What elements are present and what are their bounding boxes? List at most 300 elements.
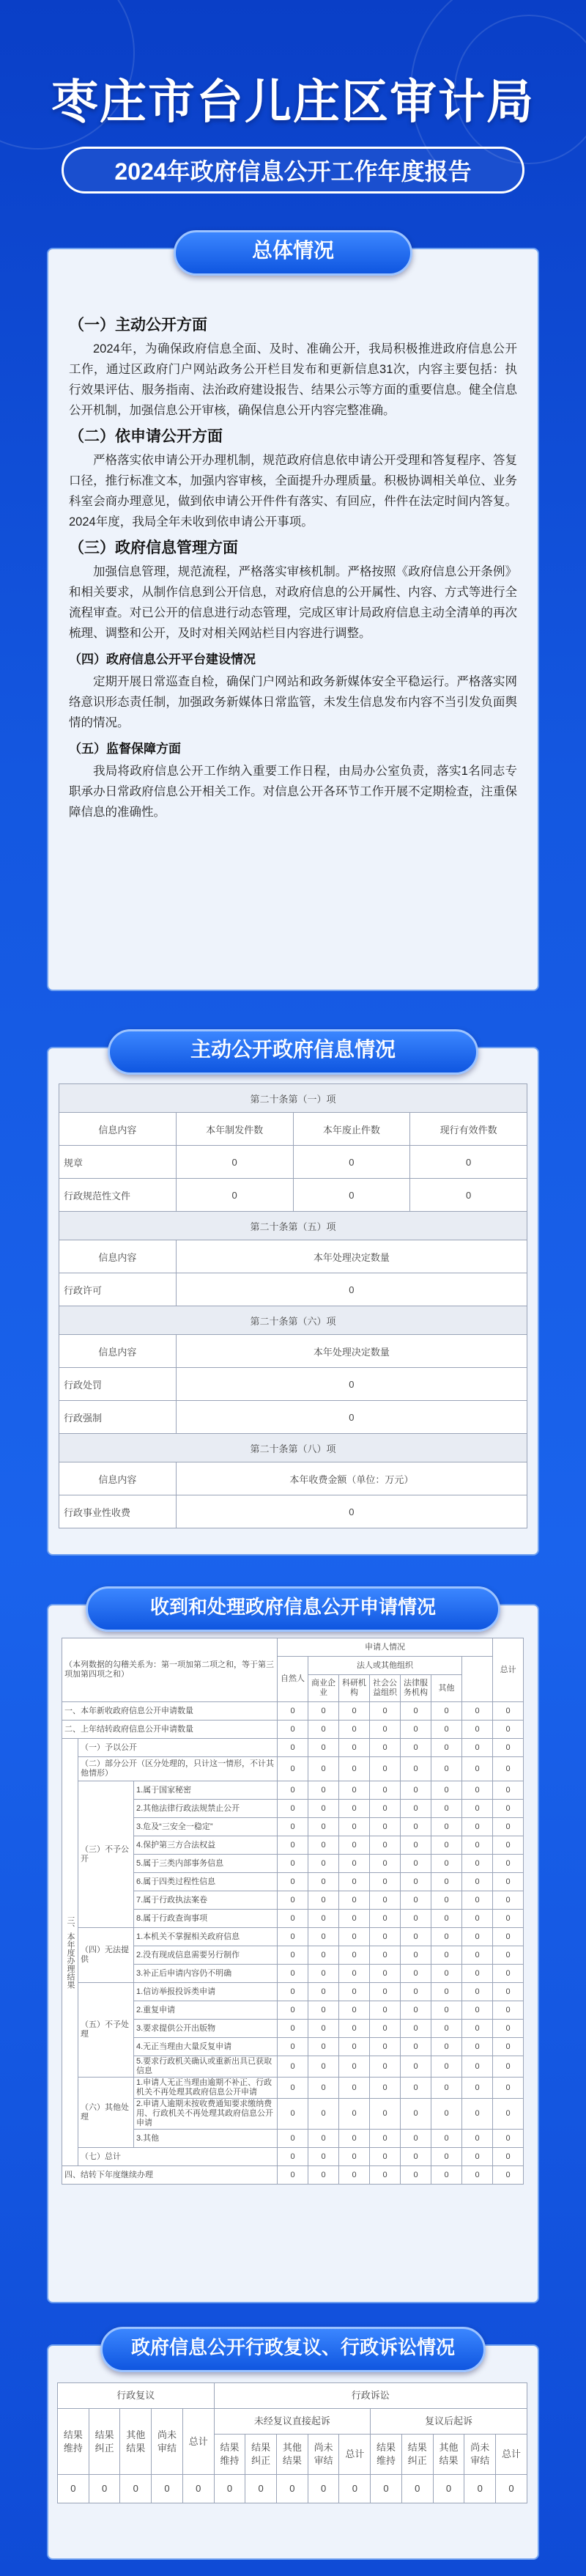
- zero-cell: 0: [493, 1757, 524, 1781]
- table-header: 信息内容: [59, 1113, 177, 1146]
- table-row: [59, 1495, 527, 1528]
- table-cell: 行政强制: [59, 1401, 177, 1434]
- zero-cell: 0: [493, 2099, 524, 2130]
- zero-cell: 0: [431, 1946, 462, 1965]
- zero-cell: 0: [120, 2475, 152, 2503]
- zero-cell: 0: [89, 2475, 120, 2503]
- zero-cell: 0: [462, 1739, 493, 1757]
- zero-cell: 0: [214, 2475, 245, 2503]
- zero-cell: 0: [370, 1855, 401, 1873]
- zero-cell: 0: [308, 1836, 339, 1855]
- row-label: 3.补正后申请内容仍不明确: [134, 1965, 278, 1983]
- zero-cell: 0: [308, 1910, 339, 1928]
- zero-cell: 0: [401, 1739, 431, 1757]
- zero-cell: 0: [278, 1800, 308, 1818]
- item-6-title: 第二十条第（六）项: [59, 1306, 527, 1335]
- row-label: 8.属于行政查询事项: [134, 1910, 278, 1928]
- zero-cell: 0: [308, 1739, 339, 1757]
- applications-table: [62, 1638, 524, 2185]
- table-cell: 行政许可: [59, 1273, 177, 1306]
- zero-cell: 0: [370, 1873, 401, 1891]
- legal-person-header: 法人或其他组织: [308, 1657, 462, 1675]
- table-row: [59, 1273, 527, 1306]
- zero-cell: 0: [278, 1873, 308, 1891]
- zero-cell: 0: [308, 2038, 339, 2056]
- zero-cell: 0: [339, 2099, 370, 2130]
- legal-subheader: 商业企业: [308, 1675, 339, 1702]
- zero-cell: 0: [339, 1702, 370, 1721]
- zero-cell: 0: [370, 1702, 401, 1721]
- review-litigation-table: [57, 2382, 527, 2503]
- zero-cell: 0: [370, 1800, 401, 1818]
- row-label: 4.无正当理由大量反复申请: [134, 2038, 278, 2056]
- zero-cell: 0: [493, 1910, 524, 1928]
- zero-cell: 0: [462, 2020, 493, 2038]
- zero-cell: 0: [493, 1818, 524, 1836]
- zero-cell: 0: [431, 1781, 462, 1800]
- zero-cell: 0: [431, 1757, 462, 1781]
- table-row: [59, 1146, 527, 1179]
- zero-cell: 0: [370, 2078, 401, 2099]
- zero-cell: 0: [278, 2166, 308, 2185]
- group-label: （四）无法提供: [78, 1928, 134, 1983]
- zero-cell: 0: [493, 1836, 524, 1855]
- zero-cell: 0: [493, 2020, 524, 2038]
- row-label: 2.其他法律行政法规禁止公开: [134, 1800, 278, 1818]
- zero-cell: 0: [278, 1781, 308, 1800]
- zero-cell: 0: [493, 1983, 524, 2001]
- zero-cell: 0: [431, 2166, 462, 2185]
- overview-heading: 总体情况: [174, 230, 412, 276]
- zero-cell: 0: [278, 2020, 308, 2038]
- zero-cell: 0: [431, 2020, 462, 2038]
- row-label: 7.属于行政执法案卷: [134, 1891, 278, 1910]
- zero-cell: 0: [339, 1757, 370, 1781]
- zero-cell: 0: [371, 2475, 402, 2503]
- zero-cell: 0: [462, 1800, 493, 1818]
- zero-cell: 0: [462, 1757, 493, 1781]
- zero-cell: 0: [462, 2001, 493, 2020]
- empty-header: [462, 1657, 493, 1702]
- overview-s3-body: 加强信息管理，规范流程，严格落实审核机制。严格按照《政府信息公开条例》和相关要求，从制作信息到公开信息，对政府信息的公开属性、内容、方式等进行全流程审查。对已公开的信息进行动态管理，完成区审计局政府信息主动全清单的再次梳理、调整和公开，及时对相关网站栏目内容进行调整。: [69, 565, 517, 640]
- zero-cell: 0: [496, 2475, 527, 2503]
- table-cell: 规章: [59, 1146, 177, 1179]
- litigation-header: 行政诉讼: [214, 2383, 527, 2409]
- row-label: 一、本年新收政府信息公开申请数量: [62, 1702, 278, 1721]
- zero-cell: 0: [493, 2038, 524, 2056]
- zero-cell: 0: [401, 1946, 431, 1965]
- column-header: 其他结果: [433, 2435, 464, 2475]
- zero-cell: 0: [462, 1873, 493, 1891]
- zero-cell: 0: [401, 2099, 431, 2130]
- column-header: 其他结果: [277, 2435, 308, 2475]
- column-header: 总计: [182, 2409, 214, 2475]
- zero-cell: 0: [431, 1928, 462, 1946]
- column-header: 结果纠正: [89, 2409, 120, 2475]
- zero-cell: 0: [339, 2078, 370, 2099]
- review-heading: 政府信息公开行政复议、行政诉讼情况: [100, 2327, 486, 2372]
- zero-cell: 0: [431, 2130, 462, 2148]
- row-label: 5.要求行政机关确认或重新出具已获取信息: [134, 2056, 278, 2078]
- zero-cell: 0: [462, 1965, 493, 1983]
- group-label: （六）其他处理: [78, 2078, 134, 2148]
- zero-cell: 0: [493, 2001, 524, 2020]
- zero-cell: 0: [431, 2001, 462, 2020]
- zero-cell: 0: [401, 1910, 431, 1928]
- zero-cell: 0: [431, 1983, 462, 2001]
- zero-cell: 0: [370, 1910, 401, 1928]
- zero-cell: 0: [278, 1721, 308, 1739]
- zero-cell: 0: [339, 1891, 370, 1910]
- zero-cell: 0: [431, 1818, 462, 1836]
- zero-cell: 0: [431, 1721, 462, 1739]
- zero-cell: 0: [431, 1891, 462, 1910]
- zero-cell: 0: [401, 1983, 431, 2001]
- column-header: 总计: [339, 2435, 371, 2475]
- row-label: 2.申请人逾期未按收费通知要求缴纳费用、行政机关不再处理其政府信息公开申请: [134, 2099, 278, 2130]
- table-row: [59, 1368, 527, 1401]
- no-review-header: 未经复议直接起诉: [214, 2409, 371, 2435]
- table-header: 信息内容: [59, 1240, 177, 1273]
- zero-cell: 0: [493, 2148, 524, 2166]
- overview-s5-title: （五）监督保障方面: [69, 742, 181, 756]
- row-label: 1.属于国家秘密: [134, 1781, 278, 1800]
- table-cell: 行政处罚: [59, 1368, 177, 1401]
- zero-cell: 0: [401, 2038, 431, 2056]
- zero-cell: 0: [401, 1836, 431, 1855]
- zero-cell: 0: [339, 1873, 370, 1891]
- zero-cell: 0: [308, 1928, 339, 1946]
- zero-cell: 0: [401, 2475, 433, 2503]
- zero-cell: 0: [462, 2148, 493, 2166]
- zero-cell: 0: [493, 1739, 524, 1757]
- zero-cell: 0: [431, 2078, 462, 2099]
- row-label: 3.其他: [134, 2130, 278, 2148]
- zero-cell: 0: [431, 1836, 462, 1855]
- table-row: [59, 1179, 527, 1212]
- zero-cell: 0: [339, 2166, 370, 2185]
- zero-cell: 0: [462, 1781, 493, 1800]
- row-label: 四、结转下年度继续办理: [62, 2166, 278, 2185]
- row-label: 二、上年结转政府信息公开申请数量: [62, 1721, 278, 1739]
- zero-cell: 0: [370, 1781, 401, 1800]
- zero-cell: 0: [370, 1928, 401, 1946]
- table-cell: 0: [410, 1179, 527, 1212]
- zero-cell: 0: [308, 2099, 339, 2130]
- column-header: 总计: [496, 2435, 527, 2475]
- overview-s2-title: （二）依申请公开方面: [69, 428, 223, 445]
- zero-cell: 0: [278, 1983, 308, 2001]
- zero-cell: 0: [401, 1757, 431, 1781]
- row-label: （七）总计: [78, 2148, 278, 2166]
- zero-cell: 0: [493, 1781, 524, 1800]
- zero-cell: 0: [370, 2001, 401, 2020]
- zero-cell: 0: [431, 1910, 462, 1928]
- zero-cell: 0: [339, 2148, 370, 2166]
- zero-cell: 0: [308, 1757, 339, 1781]
- table-cell: 行政规范性文件: [59, 1179, 177, 1212]
- zero-cell: 0: [401, 1965, 431, 1983]
- zero-cell: 0: [493, 1891, 524, 1910]
- zero-cell: 0: [308, 1965, 339, 1983]
- table-header: 本年收费金额（单位：万元）: [176, 1462, 527, 1495]
- row-label: （二）部分公开（区分处理的，只计这一情形，不计其他情形）: [78, 1757, 278, 1781]
- overview-s1-body: 2024年，为确保政府信息全面、及时、准确公开，我局积极推进政府信息公开工作，通过区政府门户网站政务公开栏目发布和更新信息31次，内容主要包括：执行效果评估、服务指南、法治政府建设报告、结果公示等方面的重要信息。健全信息公开机制，加强信息公开审核，确保信息公开内容完整准确。: [69, 342, 517, 417]
- zero-cell: 0: [493, 1946, 524, 1965]
- apply-heading: 收到和处理政府信息公开申请情况: [86, 1586, 500, 1632]
- zero-cell: 0: [339, 1800, 370, 1818]
- zero-cell: 0: [308, 2148, 339, 2166]
- zero-cell: 0: [370, 1983, 401, 2001]
- zero-cell: 0: [278, 2078, 308, 2099]
- zero-cell: 0: [401, 2148, 431, 2166]
- zero-cell: 0: [308, 1873, 339, 1891]
- table-header: 本年处理决定数量: [176, 1240, 527, 1273]
- table-header: 信息内容: [59, 1462, 177, 1495]
- zero-cell: 0: [493, 1928, 524, 1946]
- zero-cell: 0: [339, 1781, 370, 1800]
- zero-cell: 0: [370, 2166, 401, 2185]
- zero-cell: 0: [308, 1721, 339, 1739]
- overview-content: [69, 309, 517, 823]
- row-label: 3.危及“三安全一稳定”: [134, 1818, 278, 1836]
- column-header: 结果纠正: [245, 2435, 277, 2475]
- zero-cell: 0: [339, 2038, 370, 2056]
- legal-subheader: 法律服务机构: [401, 1675, 431, 1702]
- zero-cell: 0: [339, 2475, 371, 2503]
- row-label: 1.信访举报投诉类申请: [134, 1983, 278, 2001]
- zero-cell: 0: [462, 2056, 493, 2078]
- review-header: 行政复议: [58, 2383, 215, 2409]
- zero-cell: 0: [370, 1836, 401, 1855]
- zero-cell: 0: [462, 2078, 493, 2099]
- zero-cell: 0: [431, 1965, 462, 1983]
- table-cell: 0: [410, 1146, 527, 1179]
- zero-cell: 0: [278, 1946, 308, 1965]
- active-disclosure-table: [59, 1083, 527, 1528]
- overview-section: [48, 239, 538, 990]
- zero-cell: 0: [308, 1855, 339, 1873]
- table-cell: 0: [176, 1179, 293, 1212]
- zero-cell: 0: [370, 1721, 401, 1739]
- zero-cell: 0: [401, 2001, 431, 2020]
- zero-cell: 0: [370, 1891, 401, 1910]
- column-header: 尚未审结: [308, 2435, 339, 2475]
- zero-cell: 0: [308, 1781, 339, 1800]
- zero-cell: 0: [462, 1910, 493, 1928]
- zero-cell: 0: [308, 1891, 339, 1910]
- row-label: 1.申请人无正当理由逾期不补正、行政机关不再处理其政府信息公开申请: [134, 2078, 278, 2099]
- zero-cell: 0: [370, 2148, 401, 2166]
- table-header: 现行有效件数: [410, 1113, 527, 1146]
- zero-cell: 0: [308, 2001, 339, 2020]
- zero-cell: 0: [308, 2078, 339, 2099]
- zero-cell: 0: [462, 1946, 493, 1965]
- zero-cell: 0: [308, 2056, 339, 2078]
- item-1-title: 第二十条第（一）项: [59, 1084, 527, 1113]
- zero-cell: 0: [493, 2166, 524, 2185]
- legal-subheader: 社会公益组织: [370, 1675, 401, 1702]
- zero-cell: 0: [401, 1873, 431, 1891]
- page-title: 枣庄市台儿庄区审计局: [51, 76, 535, 130]
- zero-cell: 0: [278, 2001, 308, 2020]
- zero-cell: 0: [277, 2475, 308, 2503]
- table-cell: 行政事业性收费: [59, 1495, 177, 1528]
- zero-cell: 0: [182, 2475, 214, 2503]
- zero-cell: 0: [308, 2166, 339, 2185]
- zero-cell: 0: [278, 2038, 308, 2056]
- zero-cell: 0: [431, 2099, 462, 2130]
- zero-cell: 0: [462, 1702, 493, 1721]
- column-header: 尚未审结: [464, 2435, 496, 2475]
- zero-cell: 0: [339, 1818, 370, 1836]
- zero-cell: 0: [370, 1965, 401, 1983]
- report-subtitle: [62, 147, 524, 194]
- zero-cell: 0: [370, 1946, 401, 1965]
- row-label: （一）予以公开: [78, 1739, 278, 1757]
- natural-person-header: 自然人: [278, 1657, 308, 1702]
- zero-cell: 0: [431, 1702, 462, 1721]
- overview-s4-title: （四）政府信息公开平台建设情况: [69, 652, 256, 666]
- group-label: （三）不予公开: [78, 1781, 134, 1928]
- table-header: 本年废止件数: [293, 1113, 410, 1146]
- after-review-header: 复议后起诉: [371, 2409, 527, 2435]
- column-header: 尚未审结: [152, 2409, 183, 2475]
- zero-cell: 0: [462, 1721, 493, 1739]
- zero-cell: 0: [493, 1855, 524, 1873]
- zero-cell: 0: [278, 1891, 308, 1910]
- zero-cell: 0: [339, 1836, 370, 1855]
- zero-cell: 0: [493, 2056, 524, 2078]
- zero-cell: 0: [401, 1891, 431, 1910]
- zero-cell: 0: [308, 1946, 339, 1965]
- zero-cell: 0: [308, 1983, 339, 2001]
- zero-cell: 0: [339, 2056, 370, 2078]
- zero-cell: 0: [339, 1855, 370, 1873]
- zero-cell: 0: [401, 1781, 431, 1800]
- zero-cell: 0: [462, 1928, 493, 1946]
- zero-cell: 0: [401, 2130, 431, 2148]
- zero-cell: 0: [493, 1800, 524, 1818]
- zero-cell: 0: [401, 2020, 431, 2038]
- zero-cell: 0: [339, 1739, 370, 1757]
- zero-cell: 0: [278, 1739, 308, 1757]
- zero-cell: 0: [278, 1928, 308, 1946]
- table-cell: 0: [176, 1368, 527, 1401]
- row-label: 5.属于三类内部事务信息: [134, 1855, 278, 1873]
- zero-cell: 0: [339, 2001, 370, 2020]
- table-header: 本年处理决定数量: [176, 1335, 527, 1368]
- table-header: 本年制发件数: [176, 1113, 293, 1146]
- zero-cell: 0: [401, 2056, 431, 2078]
- overview-s1-title: （一）主动公开方面: [69, 317, 207, 334]
- column-header: 结果纠正: [401, 2435, 433, 2475]
- zero-cell: 0: [431, 2056, 462, 2078]
- group-label: 三、本年度办理结果: [62, 1739, 78, 2166]
- legal-subheader: 其他: [431, 1675, 462, 1702]
- zero-cell: 0: [462, 1891, 493, 1910]
- zero-cell: 0: [278, 1836, 308, 1855]
- zero-cell: 0: [431, 1739, 462, 1757]
- zero-cell: 0: [308, 1800, 339, 1818]
- zero-cell: 0: [278, 1910, 308, 1928]
- row-label: 1.本机关不掌握相关政府信息: [134, 1928, 278, 1946]
- row-label: 3.要求提供公开出版物: [134, 2020, 278, 2038]
- row-label: 2.没有现成信息需要另行制作: [134, 1946, 278, 1965]
- zero-cell: 0: [462, 2166, 493, 2185]
- column-header: 结果维持: [58, 2409, 89, 2475]
- zero-cell: 0: [493, 1873, 524, 1891]
- table-cell: 0: [176, 1401, 527, 1434]
- zero-cell: 0: [401, 1721, 431, 1739]
- zero-cell: 0: [493, 1721, 524, 1739]
- zero-cell: 0: [339, 1983, 370, 2001]
- zero-cell: 0: [278, 1855, 308, 1873]
- zero-cell: 0: [308, 2020, 339, 2038]
- zero-cell: 0: [245, 2475, 277, 2503]
- zero-cell: 0: [278, 2056, 308, 2078]
- zero-cell: 0: [464, 2475, 496, 2503]
- zero-cell: 0: [152, 2475, 183, 2503]
- zero-cell: 0: [493, 2130, 524, 2148]
- zero-cell: 0: [339, 1910, 370, 1928]
- applicant-header: 申请人情况: [278, 1638, 493, 1657]
- zero-cell: 0: [370, 1757, 401, 1781]
- item-8-title: 第二十条第（八）项: [59, 1434, 527, 1462]
- overview-s2-body: 严格落实依申请公开办理机制，规范政府信息依申请公开受理和答复程序、答复口径，推行标准文本，加强内容审核，全面提升办理质量。积极协调相关单位、业务科室会商办理意见，做到依申请公开件件有落实、有回应，件件在法定时间内答复。2024年度，我局全年未收到依申请公开事项。: [69, 454, 517, 529]
- corner-note: （本列数据的勾稽关系为：第一项加第二项之和，等于第三项加第四项之和）: [62, 1638, 278, 1702]
- zero-cell: 0: [431, 1855, 462, 1873]
- applications-section: [48, 1596, 538, 2302]
- zero-cell: 0: [431, 1873, 462, 1891]
- zero-cell: 0: [462, 1983, 493, 2001]
- zero-cell: 0: [370, 2020, 401, 2038]
- overview-s4-body: 定期开展日常巡查自检，确保门户网站和政务新媒体安全平稳运行。严格落实网络意识形态责任制，加强政务新媒体日常监管，未发生信息发布内容不当引发负面舆情的情况。: [69, 675, 517, 729]
- zero-cell: 0: [278, 1702, 308, 1721]
- column-header: 结果维持: [371, 2435, 402, 2475]
- zero-cell: 0: [308, 2130, 339, 2148]
- zero-cell: 0: [431, 1800, 462, 1818]
- zero-cell: 0: [339, 1928, 370, 1946]
- zero-cell: 0: [339, 1721, 370, 1739]
- total-header: 总计: [493, 1638, 524, 1702]
- zero-cell: 0: [370, 2056, 401, 2078]
- report-subtitle-text: 2024年政府信息公开工作年度报告: [114, 158, 472, 185]
- zero-cell: 0: [493, 1965, 524, 1983]
- table-row: [59, 1401, 527, 1434]
- zero-cell: 0: [308, 2475, 339, 2503]
- row-label: 4.保护第三方合法权益: [134, 1836, 278, 1855]
- zero-cell: 0: [370, 2130, 401, 2148]
- zero-cell: 0: [431, 2038, 462, 2056]
- zero-cell: 0: [370, 2038, 401, 2056]
- zero-cell: 0: [278, 2130, 308, 2148]
- zero-cell: 0: [462, 1836, 493, 1855]
- zero-cell: 0: [308, 1702, 339, 1721]
- review-litigation-section: [48, 2336, 538, 2558]
- zero-cell: 0: [278, 2099, 308, 2130]
- zero-cell: 0: [278, 1757, 308, 1781]
- table-cell: 0: [293, 1146, 410, 1179]
- zero-cell: 0: [339, 2130, 370, 2148]
- zero-cell: 0: [308, 1818, 339, 1836]
- table-cell: 0: [176, 1495, 527, 1528]
- zero-cell: 0: [278, 1965, 308, 1983]
- table-header: 信息内容: [59, 1335, 177, 1368]
- zero-cell: 0: [493, 2078, 524, 2099]
- zero-cell: 0: [339, 2020, 370, 2038]
- table-cell: 0: [176, 1146, 293, 1179]
